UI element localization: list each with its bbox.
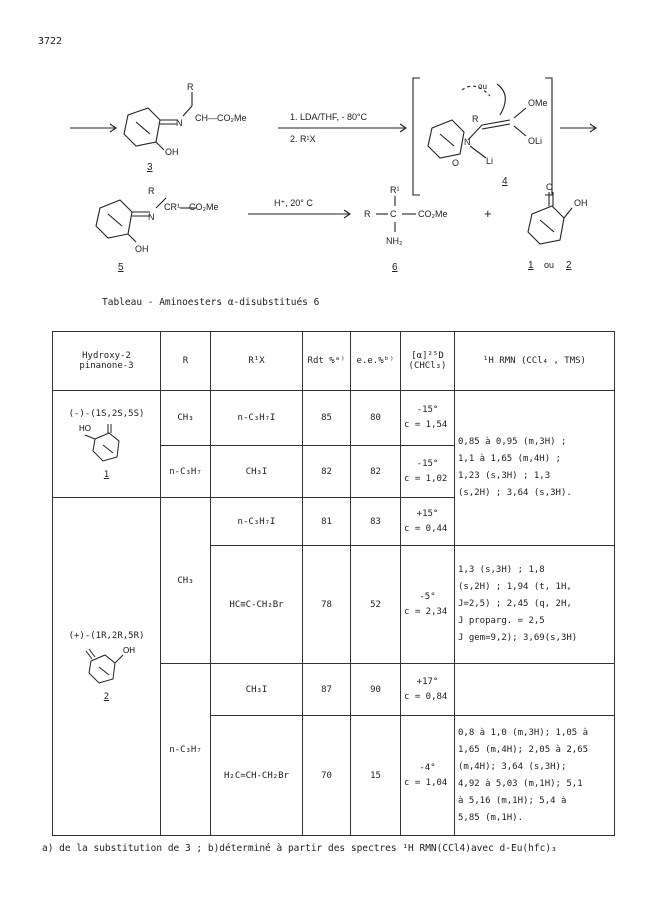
oh-label: OH [165, 147, 179, 157]
row4-alpha-c: c = 2,34 [404, 606, 448, 617]
rmn-c-line: 1,65 (m,4H); 2,05 à 2,65 [458, 744, 589, 755]
compound-5-label: 5 [118, 262, 124, 273]
row6-r1x: H₂C=CH-CH₂Br [211, 716, 303, 836]
row1-rdt: 85 [303, 391, 351, 446]
c-label-6: C [390, 209, 397, 219]
rmn-b-line: J proparg. = 2,5 [458, 616, 545, 626]
row2-alpha-c: c = 1,02 [404, 473, 448, 484]
oli-label: OLi [528, 136, 543, 146]
r1-label-6: R¹ [390, 185, 400, 195]
group-1-compound: 1 [103, 469, 110, 480]
rmn-c-line: 4,92 à 5,03 (m,1H); 5,1 [458, 778, 583, 789]
n-label-4: N [464, 137, 471, 147]
group-2-cell [53, 498, 161, 836]
row2-alpha [401, 446, 455, 498]
row5-rdt: 87 [303, 664, 351, 716]
compound-1-label: 1 [528, 260, 534, 271]
rmn-a-cell [455, 391, 615, 546]
group-2-label: (+)-(1R,2R,5R) [68, 631, 145, 641]
nh2-label: NH₂ [386, 236, 403, 246]
rmn-b-line: J gem=9,2); 3,69(s,3H) [458, 633, 578, 643]
rmn-b-line: (s,2H) ; 1,94 (t, 1H, [458, 582, 572, 592]
row5-alpha-value: +17° [416, 676, 439, 687]
row5-alpha [401, 664, 455, 716]
row2-alpha-value: -15° [416, 458, 439, 469]
plus-sign: + [484, 206, 492, 221]
row4-ee: 52 [351, 546, 401, 664]
row1-alpha-value: -15° [416, 405, 439, 415]
row2-r: n-C₃H₇ [161, 446, 211, 498]
header-r: R [161, 332, 211, 391]
row2-ee: 82 [351, 446, 401, 498]
row6-alpha [401, 716, 455, 836]
row3-alpha [401, 498, 455, 546]
li-label: Li [486, 156, 494, 166]
row3-r1x: n-C₃H₇I [211, 498, 303, 546]
rmn-c-line: à 5,16 (m,1H); 5,4 à [458, 795, 567, 806]
row1-ee: 80 [351, 391, 401, 446]
group-2-compound: 2 [103, 692, 110, 702]
row1-r1x: n-C₃H₇I [211, 391, 303, 446]
footnote: a) de la substitution de 3 ; b)déterminé à partir des spectres ¹H RMN(CCl4)avec d-Eu(hfc)₃ [42, 843, 557, 854]
r-label: R [187, 82, 194, 92]
ch-co2me: CH—CO₂Me [195, 113, 247, 123]
rmn-c-cell [455, 716, 615, 836]
compound-6-label: 6 [392, 262, 398, 273]
row6-alpha-value: -4° [419, 762, 436, 773]
row2-rdt: 82 [303, 446, 351, 498]
header-alpha: [α]²⁵D (CHCl₃) [401, 332, 455, 391]
group-1-label: (-)-(1S,2S,5S) [68, 408, 145, 419]
table-caption: Tableau - Aminoesters α-disubstitués 6 [102, 297, 320, 308]
rmn-b-cell [455, 546, 615, 664]
row4-r1x: HC≡C-CH₂Br [211, 546, 303, 664]
oh-label-ketone: OH [574, 198, 588, 208]
row3-ee: 83 [351, 498, 401, 546]
page-number: 3722 [38, 36, 63, 47]
header-hydroxy: Hydroxy-2 pinanone-3 [53, 332, 161, 391]
header-rmn: ¹H RMN (CCl₄ , TMS) [455, 332, 615, 391]
ketone-structure-1 [77, 419, 137, 467]
row1-r: CH₃ [161, 391, 211, 446]
rmn-c-line: 5,85 (m,1H). [458, 812, 524, 823]
row5-ee: 90 [351, 664, 401, 716]
row5-alpha-c: c = 0,84 [404, 691, 448, 702]
row6-rdt: 70 [303, 716, 351, 836]
rmn-empty-cell [455, 664, 615, 716]
row5-r1x: CH₃I [211, 664, 303, 716]
svg-text:HO: HO [78, 423, 91, 433]
r-label-4: R [472, 114, 479, 124]
row2-r1x: CH₃I [211, 446, 303, 498]
ome-label: OMe [528, 98, 548, 108]
step1-reagents: 1. LDA/THF, - 80°C [290, 112, 368, 122]
r-label-5: R [148, 186, 155, 196]
row3-alpha-c: c = 0,44 [404, 523, 448, 534]
oh-label-5: OH [135, 244, 149, 254]
rmn-a-line: 0,85 à 0,95 (m,3H) ; [458, 437, 567, 447]
cr1-label: CR¹—CO₂Me [164, 202, 219, 212]
group-1-cell [53, 391, 161, 498]
row4-alpha-value: -5° [419, 591, 436, 602]
o-label-4: O [452, 158, 460, 168]
o-label-ketone: O [546, 182, 554, 192]
co2me-6: CO₂Me [418, 209, 448, 219]
header-rdt: Rdt %ᵃ⁾ [303, 332, 351, 391]
row1-alpha-c: c = 1,54 [404, 420, 448, 430]
header-r1x: R¹X [211, 332, 303, 391]
compound-4-label: 4 [502, 176, 508, 187]
row1-alpha [401, 391, 455, 446]
rmn-b-line: 1,3 (s,3H) ; 1,8 [458, 565, 545, 575]
row3-alpha-value: +15° [416, 508, 439, 519]
ou2-label: ou [544, 260, 555, 270]
row4-rdt: 78 [303, 546, 351, 664]
n-label: N [176, 118, 183, 128]
r-label-6: R [364, 209, 371, 219]
rmn-c-line: 0,8 à 1,0 (m,3H); 1,05 à [458, 727, 589, 738]
row6-alpha-c: c = 1,04 [404, 777, 448, 788]
rmn-a-line: 1,1 à 1,65 (m,4H) ; [458, 454, 561, 464]
svg-text:OH: OH [122, 646, 135, 655]
compound-3-label: 3 [147, 162, 153, 173]
row3-r: CH₃ [161, 498, 211, 664]
row3-rdt: 81 [303, 498, 351, 546]
ketone-structure-2 [77, 641, 137, 689]
row6-ee: 15 [351, 716, 401, 836]
ou-label: ou [478, 82, 487, 91]
rmn-a-line: (s,2H) ; 3,64 (s,3H). [458, 488, 572, 498]
table-row [53, 391, 615, 446]
compound-2-label: 2 [566, 260, 572, 271]
step2-reagents: H⁺, 20° C [274, 198, 313, 208]
results-table [52, 331, 615, 836]
row5-r: n-C₃H₇ [161, 664, 211, 836]
rmn-b-line: J=2,5) ; 2,45 (q, 2H, [458, 599, 572, 609]
rmn-a-line: 1,23 (s,3H) ; 1,3 [458, 471, 551, 481]
n-label-5: N [148, 212, 155, 222]
rmn-c-line: (m,4H); 3,64 (s,3H); [458, 761, 567, 772]
reaction-scheme [0, 0, 672, 300]
header-ee: e.e.%ᵇ⁾ [351, 332, 401, 391]
row4-alpha [401, 546, 455, 664]
step1-reagents2: 2. R¹X [290, 134, 316, 144]
table-header-row [53, 332, 615, 391]
